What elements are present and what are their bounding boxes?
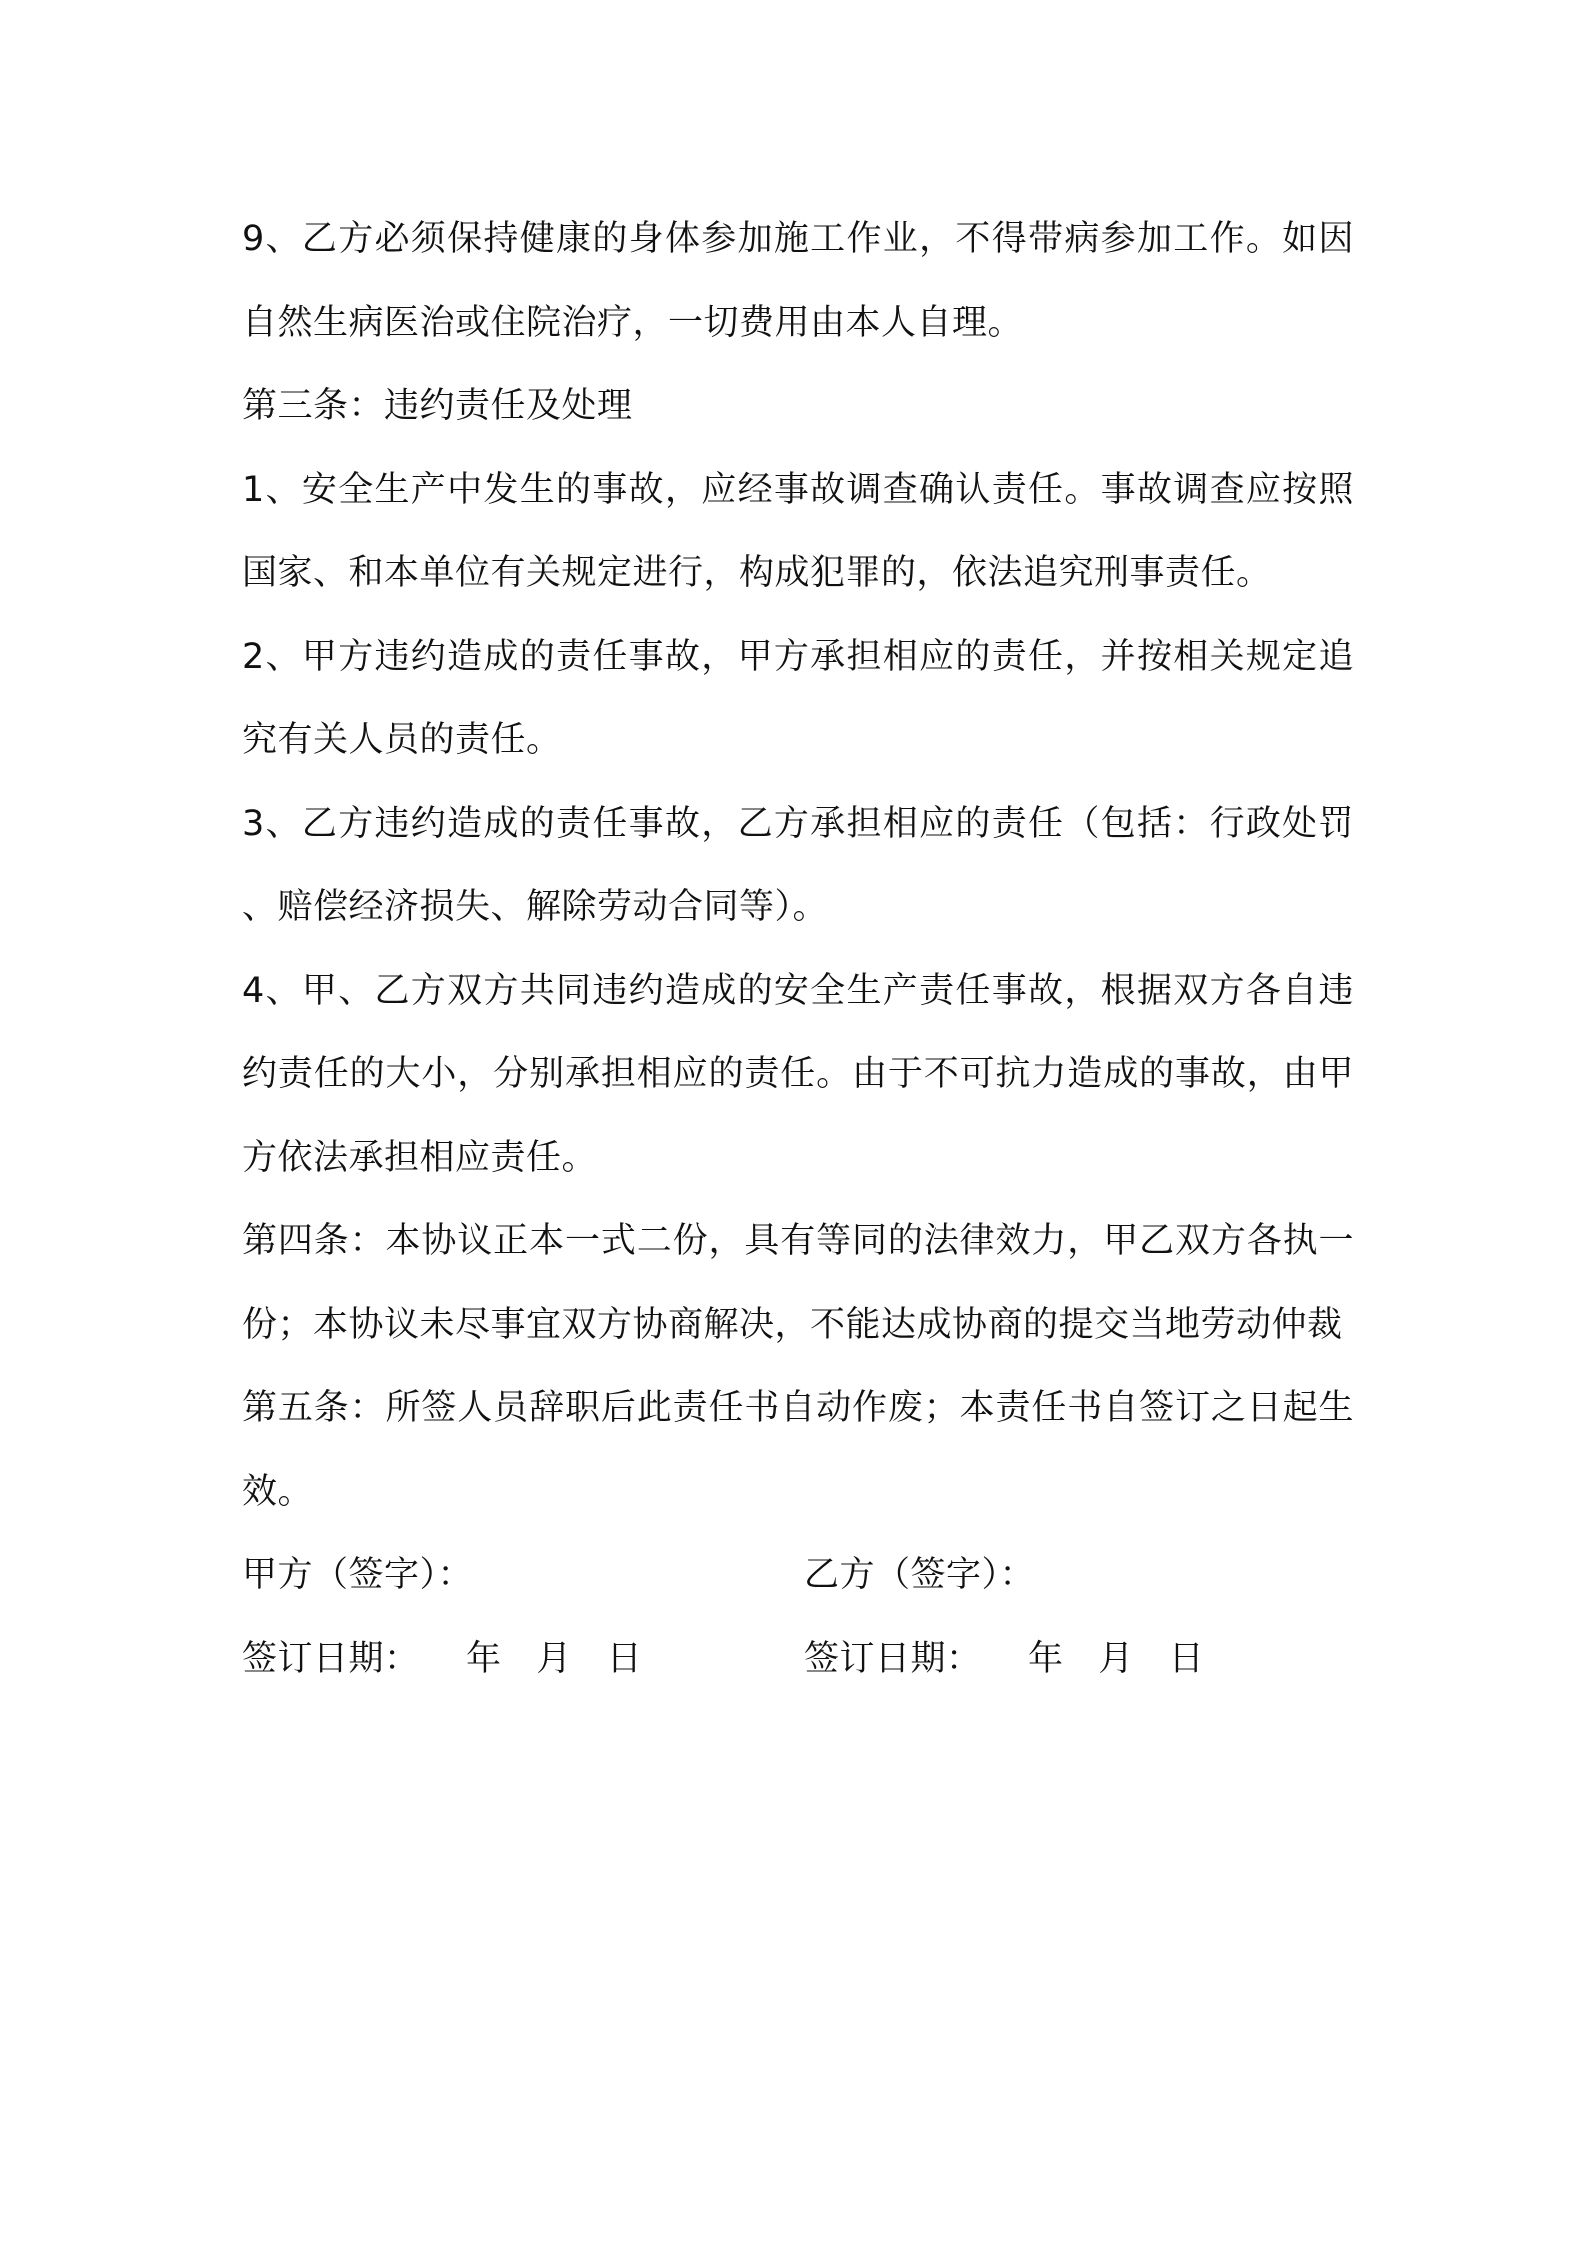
article-3-item-4: 4、甲、乙方双方共同违约造成的安全生产责任事故，根据双方各自违约责任的大小，分别承担相应的责任。由于不可抗力造成的事故，由甲方依法承担相应责任。 bbox=[242, 970, 1354, 1178]
party-b-sign-date: 签订日期： 年 月 日 bbox=[804, 1638, 1205, 1679]
article-3-item-3: 3、乙方违约造成的责任事故，乙方承担相应的责任（包括：行政处罚、赔偿经济损失、解除劳动合同等）。 bbox=[242, 803, 1354, 927]
party-b-signature-label: 乙方（签字）： bbox=[804, 1555, 1036, 1595]
party-a-sign-date: 签订日期： 年 月 日 bbox=[242, 1638, 643, 1679]
article-4: 第四条：本协议正本一式二份，具有等同的法律效力，甲乙双方各执一份；本协议未尽事宜双方协商解决，不能达成协商的提交当地劳动仲裁 bbox=[242, 1221, 1354, 1345]
party-a-signature-label: 甲方（签字）： bbox=[242, 1555, 474, 1595]
article-3-heading: 第三条：违约责任及处理 bbox=[242, 386, 633, 426]
clause-9: 9、乙方必须保持健康的身体参加施工作业，不得带病参加工作。如因自然生病医治或住院治疗，一切费用由本人自理。 bbox=[242, 219, 1354, 343]
signature-row bbox=[242, 1534, 1354, 1618]
document-body bbox=[242, 198, 1354, 1701]
article-3-item-1: 1、安全生产中发生的事故，应经事故调查确认责任。事故调查应按照国家、和本单位有关规定进行，构成犯罪的，依法追究刑事责任。 bbox=[242, 469, 1354, 593]
article-5: 第五条：所签人员辞职后此责任书自动作废；本责任书自签订之日起生效。 bbox=[242, 1388, 1354, 1512]
date-row bbox=[242, 1618, 1354, 1702]
article-3-item-2: 2、甲方违约造成的责任事故，甲方承担相应的责任，并按相关规定追究有关人员的责任。 bbox=[242, 636, 1354, 760]
